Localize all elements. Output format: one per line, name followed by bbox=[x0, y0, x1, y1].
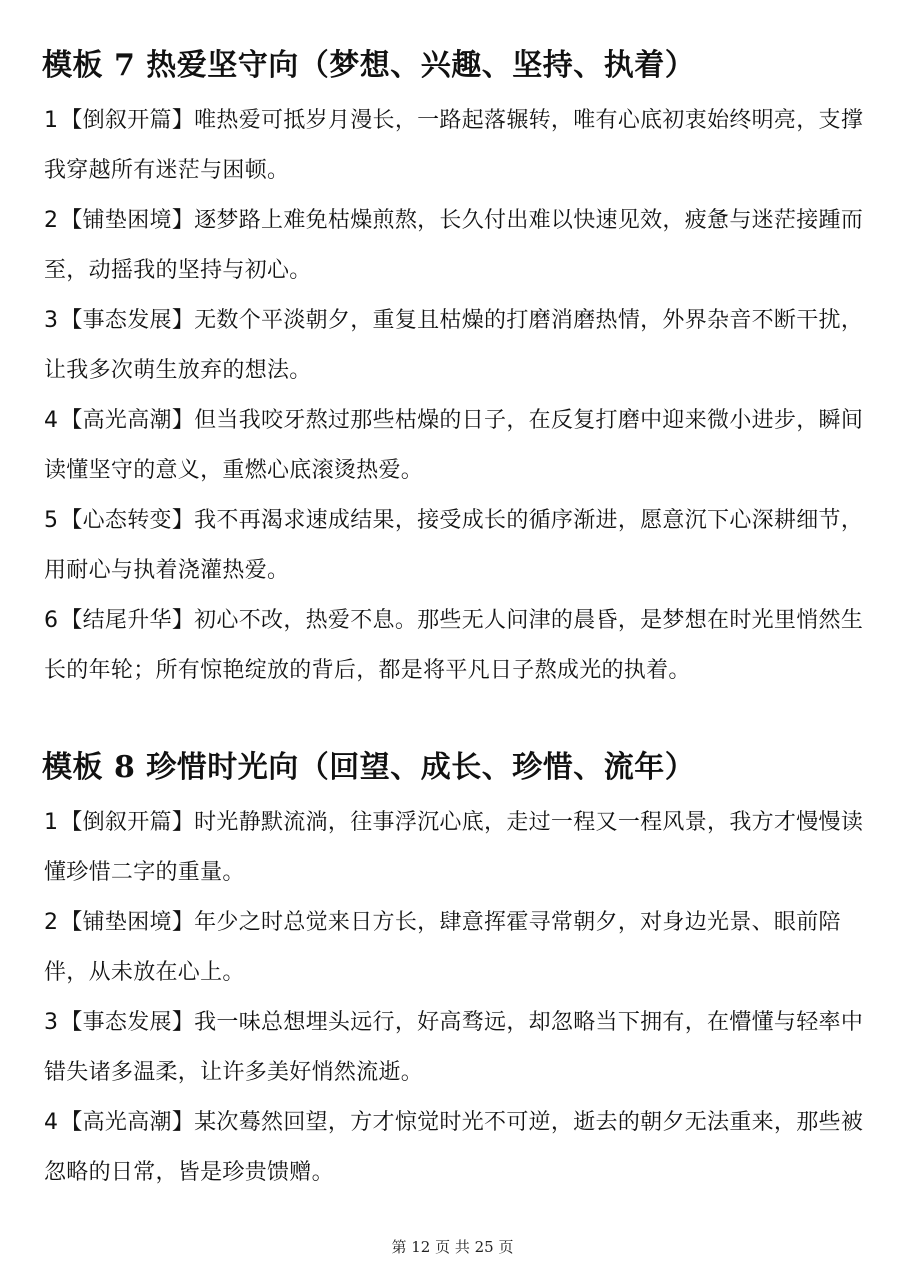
item-tag: 【铺垫困境】 bbox=[60, 208, 195, 233]
item-number: 6 bbox=[44, 608, 59, 633]
list-item bbox=[44, 1098, 874, 1198]
section-title: 模板 7 热爱坚守向（梦想、兴趣、坚持、执着） bbox=[42, 48, 696, 83]
item-tag: 【心态转变】 bbox=[60, 508, 195, 533]
list-item bbox=[44, 898, 874, 998]
item-tag: 【高光高潮】 bbox=[60, 408, 195, 433]
item-text: 年少之时总觉来日方长，肆意挥霍寻常朝夕，对身边光景、眼前陪伴，从未放在心上。 bbox=[44, 910, 841, 985]
item-text: 但当我咬牙熬过那些枯燥的日子，在反复打磨中迎来微小进步，瞬间读懂坚守的意义，重燃心底滚烫热爱。 bbox=[44, 408, 864, 483]
section-title: 模板 8 珍惜时光向（回望、成长、珍惜、流年） bbox=[42, 750, 696, 785]
item-text: 时光静默流淌，往事浮沉心底，走过一程又一程风景，我方才慢慢读懂珍惜二字的重量。 bbox=[44, 810, 864, 885]
template-section-8 bbox=[44, 746, 874, 1198]
item-number: 2 bbox=[44, 208, 59, 233]
list-item bbox=[44, 296, 874, 396]
item-number: 5 bbox=[44, 508, 59, 533]
item-text: 无数个平淡朝夕，重复且枯燥的打磨消磨热情，外界杂音不断干扰，让我多次萌生放弃的想法。 bbox=[44, 308, 864, 383]
item-number: 4 bbox=[44, 408, 59, 433]
list-item bbox=[44, 196, 874, 296]
item-text: 我一味总想埋头远行，好高骛远，却忽略当下拥有，在懵懂与轻率中错失诸多温柔，让许多美好悄然流逝。 bbox=[44, 1010, 864, 1085]
item-tag: 【结尾升华】 bbox=[60, 608, 195, 633]
item-number: 2 bbox=[44, 910, 59, 935]
list-item bbox=[44, 798, 874, 898]
list-item bbox=[44, 96, 874, 196]
item-number: 3 bbox=[44, 1010, 59, 1035]
item-tag: 【铺垫困境】 bbox=[60, 910, 195, 935]
item-text: 我不再渴求速成结果，接受成长的循序渐进，愿意沉下心深耕细节，用耐心与执着浇灌热爱。 bbox=[44, 508, 864, 583]
item-number: 3 bbox=[44, 308, 59, 333]
template-section-7 bbox=[44, 44, 874, 696]
list-item bbox=[44, 998, 874, 1098]
list-item bbox=[44, 596, 874, 696]
item-number: 1 bbox=[44, 108, 59, 133]
item-number: 4 bbox=[44, 1110, 59, 1135]
item-tag: 【倒叙开篇】 bbox=[60, 108, 195, 133]
item-number: 1 bbox=[44, 810, 59, 835]
item-text: 唯热爱可抵岁月漫长，一路起落辗转，唯有心底初衷始终明亮，支撑我穿越所有迷茫与困顿。 bbox=[44, 108, 864, 183]
item-text: 某次蓦然回望，方才惊觉时光不可逆，逝去的朝夕无法重来，那些被忽略的日常，皆是珍贵馈赠。 bbox=[44, 1110, 864, 1185]
item-tag: 【高光高潮】 bbox=[60, 1110, 195, 1135]
item-tag: 【事态发展】 bbox=[60, 308, 195, 333]
list-item bbox=[44, 496, 874, 596]
item-text: 逐梦路上难免枯燥煎熬，长久付出难以快速见效，疲惫与迷茫接踵而至，动摇我的坚持与初心。 bbox=[44, 208, 864, 283]
list-item bbox=[44, 396, 874, 496]
page-number-footer: 第 12 页 共 25 页 bbox=[391, 1238, 514, 1256]
item-tag: 【倒叙开篇】 bbox=[60, 810, 195, 835]
item-text: 初心不改，热爱不息。那些无人问津的晨昏，是梦想在时光里悄然生长的年轮；所有惊艳绽放的背后，都是将平凡日子熬成光的执着。 bbox=[44, 608, 864, 683]
item-tag: 【事态发展】 bbox=[60, 1010, 195, 1035]
